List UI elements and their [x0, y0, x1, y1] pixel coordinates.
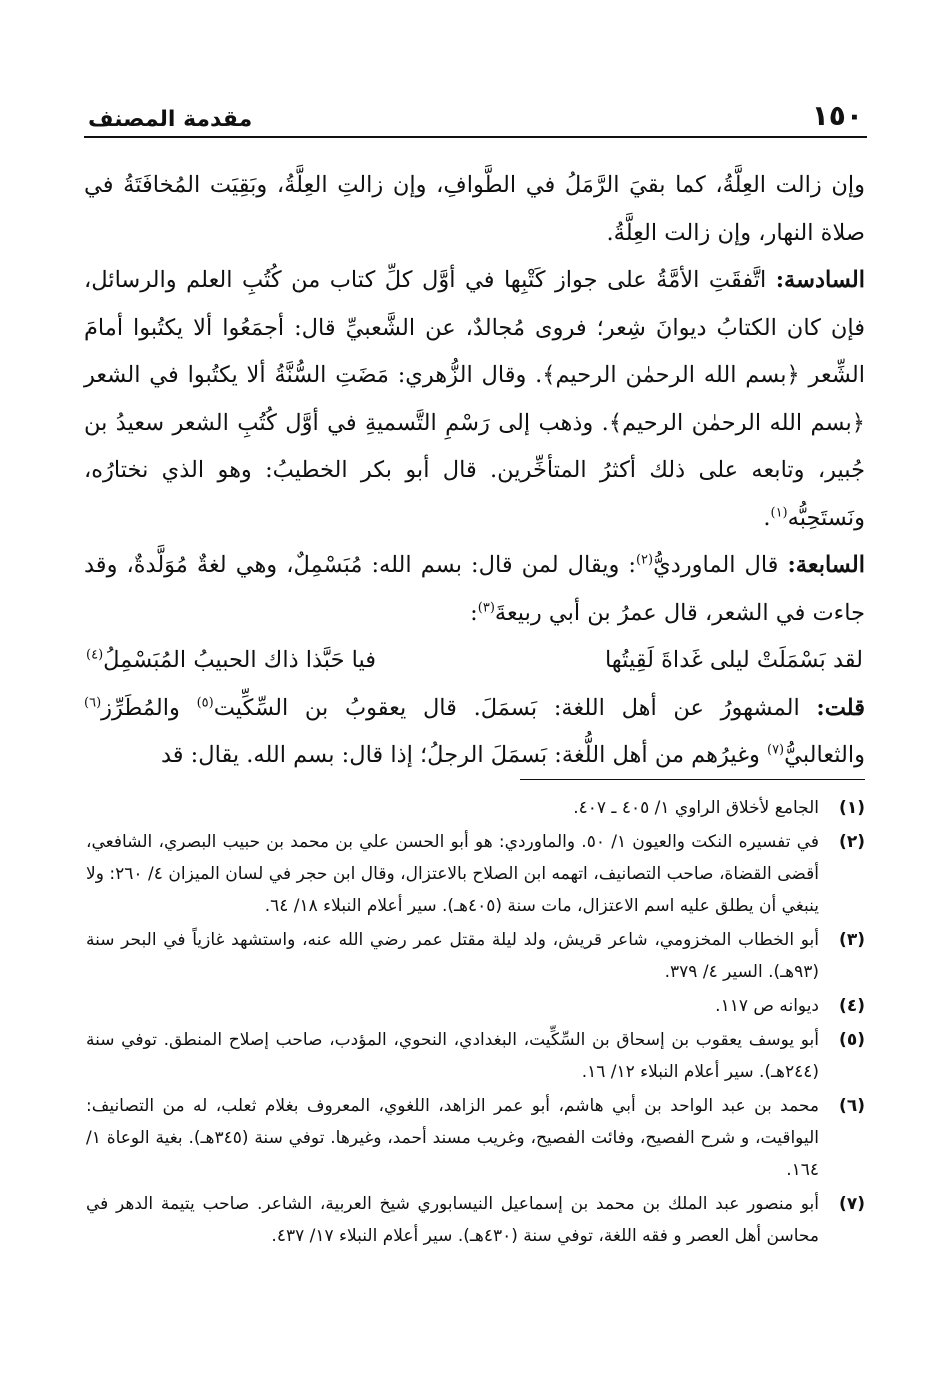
- footnote-text: أبو الخطاب المخزومي، شاعر قريش، ولد ليلة مقتل عمر رضي الله عنه، واستشهد غازياً في البحر سنة (٩٣هـ). السير ٤/ ٣٧٩.: [86, 930, 819, 982]
- footnote-text: أبو منصور عبد الملك بن محمد بن إسماعيل النيسابوري شيخ العربية، الشاعر. صاحب يتيمة الدهر في محاسن أهل العصر و فقه اللغة، توفي سنة (٤٣٠هـ). سير أعلام النبلاء ١٧/ ٤٣٧.: [86, 1194, 819, 1246]
- footnote-item: [86, 1024, 865, 1088]
- footnote-text: الجامع لأخلاق الراوي ١/ ٤٠٥ ـ ٤٠٧.: [573, 798, 819, 818]
- paragraph-note-text-d: وغيرُهم من أهل اللُّغة: بَسمَلَ الرجلُ؛ إذا قال: بسم الله. يقال: قد: [160, 742, 767, 768]
- footnote-item: [86, 826, 865, 922]
- footnote-text: محمد بن عبد الواحد بن أبي هاشم، أبو عمر الزاهد، اللغوي، المعروف بغلام ثعلب، له من التصانيف: اليواقيت، و شرح الفصيح، وفائت الفصيح، وغريب مسند أحمد، وغيرها. توفي سنة (٣٤٥هـ). بغية الوعاة ١/ ١٦٤.: [86, 1096, 819, 1180]
- poem-verse: [84, 637, 865, 685]
- footnote-number: (٧): [839, 1194, 865, 1214]
- paragraph-sixth-end: .: [763, 504, 771, 531]
- footnote-text: في تفسيره النكت والعيون ١/ ٥٠. والماوردي: هو أبو الحسن علي بن محمد بن حبيب البصري، الشافعي، أقضى القضاة، صاحب التصانيف، اتهمه ابن الصلاح بالاعتزال، وقال ابن حجر في لسان الميزان ٤/ ٢٦٠: ولا ينبغي أن يطلق عليه اسم الاعتزال، مات سنة (٤٠٥هـ). سير أعلام النبلاء ١٨/ ٦٤.: [86, 832, 819, 916]
- footnote-separator: [520, 779, 865, 780]
- verse-first-hemistich: لقد بَسْمَلَتْ ليلى غَداةَ لَقِيتُها: [604, 647, 863, 673]
- footnote-item: [86, 990, 865, 1022]
- header-rule: [84, 136, 867, 138]
- main-text: [84, 162, 865, 780]
- footnote-text: ديوانه ص ١١٧.: [715, 996, 819, 1016]
- footnote-number: (٤): [839, 996, 865, 1016]
- footnote-item: [86, 1188, 865, 1252]
- paragraph-sixth-lead: السادسة:: [775, 267, 865, 293]
- running-title: مقدمة المصنف: [88, 107, 253, 132]
- verse-second-hemistich-wrap: [86, 637, 376, 685]
- footnote-ref-5[interactable]: (٥): [196, 695, 214, 710]
- paragraph-seventh-text-b: : ويقال لمن قال: بسم الله: مُبَسْمِلٌ، وهي لغةٌ مُوَلَّدةٌ، وقد جاءت في الشعر، قال عمرُ بن أبي ربيعةَ: [84, 552, 865, 626]
- footnote-ref-3[interactable]: (٣): [477, 600, 495, 615]
- footnote-ref-7[interactable]: (٧): [766, 742, 785, 758]
- footnote-ref-2[interactable]: (٢): [635, 552, 654, 568]
- paragraph-1-text: وإن زالت العِلَّةُ، كما بقيَ الرَّمَلُ في الطَّوافِ، وإن زالتِ العِلَّةُ، وبَقِيَت المُخافَتَةُ في صلاة النهار، وإن زالت العِلَّةُ.: [84, 172, 865, 246]
- paragraph-seventh-text-c: :: [470, 599, 478, 626]
- paragraph-note-text-a: المشهورُ عن أهل اللغة: بَسمَلَ. قال يعقوبُ بن السِّكِّيت: [213, 694, 817, 721]
- footnote-ref-1[interactable]: (١): [770, 505, 788, 520]
- verse-second-hemistich: فيا حَبَّذا ذاك الحبيبُ المُبَسْمِلُ: [103, 647, 377, 673]
- footnote-item: [86, 1090, 865, 1186]
- paragraph-sixth: [84, 257, 865, 542]
- footnote-number: (٦): [839, 1096, 865, 1116]
- footnote-item: [86, 792, 865, 824]
- footnotes: [86, 792, 865, 1254]
- footnote-item: [86, 924, 865, 988]
- paragraph-seventh-lead: السابعة:: [787, 552, 865, 578]
- footnote-ref-6[interactable]: (٦): [84, 695, 102, 710]
- footnote-ref-4[interactable]: (٤): [86, 647, 104, 663]
- footnote-number: (١): [839, 798, 865, 818]
- footnote-number: (٣): [839, 930, 865, 950]
- footnote-number: (٥): [839, 1030, 865, 1050]
- paragraph-sixth-text: اتَّفقَتِ الأمَّةُ على جواز كَتْبِها في أوَّل كلِّ كتاب من كُتُبِ العلم والرسائل، فإن كان الكتابُ ديوانَ شِعر؛ فروى مُجالدٌ، عن الشَّعبيِّ قال: أجمَعُوا ألا يكتُبوا أمامَ الشِّعر ﴿بسم الله الرحمٰن الرحيم﴾. وقال الزُّهري: مَضَتِ السُّنَّةُ ألا يكتُبوا في الشعر ﴿بسم الله الرحمٰن الرحيم﴾. وذهب إلى رَسْمِ التَّسميةِ في أوَّل كُتُبِ الشعر سعيدُ بن جُبير، وتابعه على ذلك أكثرُ المتأخِّرين. قال أبو بكر الخطيبُ: وهو الذي نختارُه، ونَستَحِبُّه: [84, 267, 865, 531]
- paragraph-note-lead: قلت:: [816, 694, 866, 721]
- paragraph-note: [84, 685, 865, 780]
- paragraph-seventh: [84, 542, 865, 637]
- paragraph-1: [84, 162, 865, 257]
- paragraph-seventh-text-a: قال الماورديُّ: [653, 552, 788, 578]
- footnote-number: (٢): [839, 832, 865, 852]
- page-number: ١٥٠: [811, 99, 863, 132]
- footnote-text: أبو يوسف يعقوب بن إسحاق بن السِّكِّيت، البغدادي، النحوي، المؤدب، صاحب إصلاح المنطق. توفي سنة (٢٤٤هـ). سير أعلام النبلاء ١٢/ ١٦.: [86, 1030, 819, 1082]
- paragraph-note-text-b: والمُطَرِّز: [101, 694, 197, 721]
- paragraph-note-text-c: والثعالبيُّ: [784, 742, 865, 768]
- page-header: [88, 92, 863, 132]
